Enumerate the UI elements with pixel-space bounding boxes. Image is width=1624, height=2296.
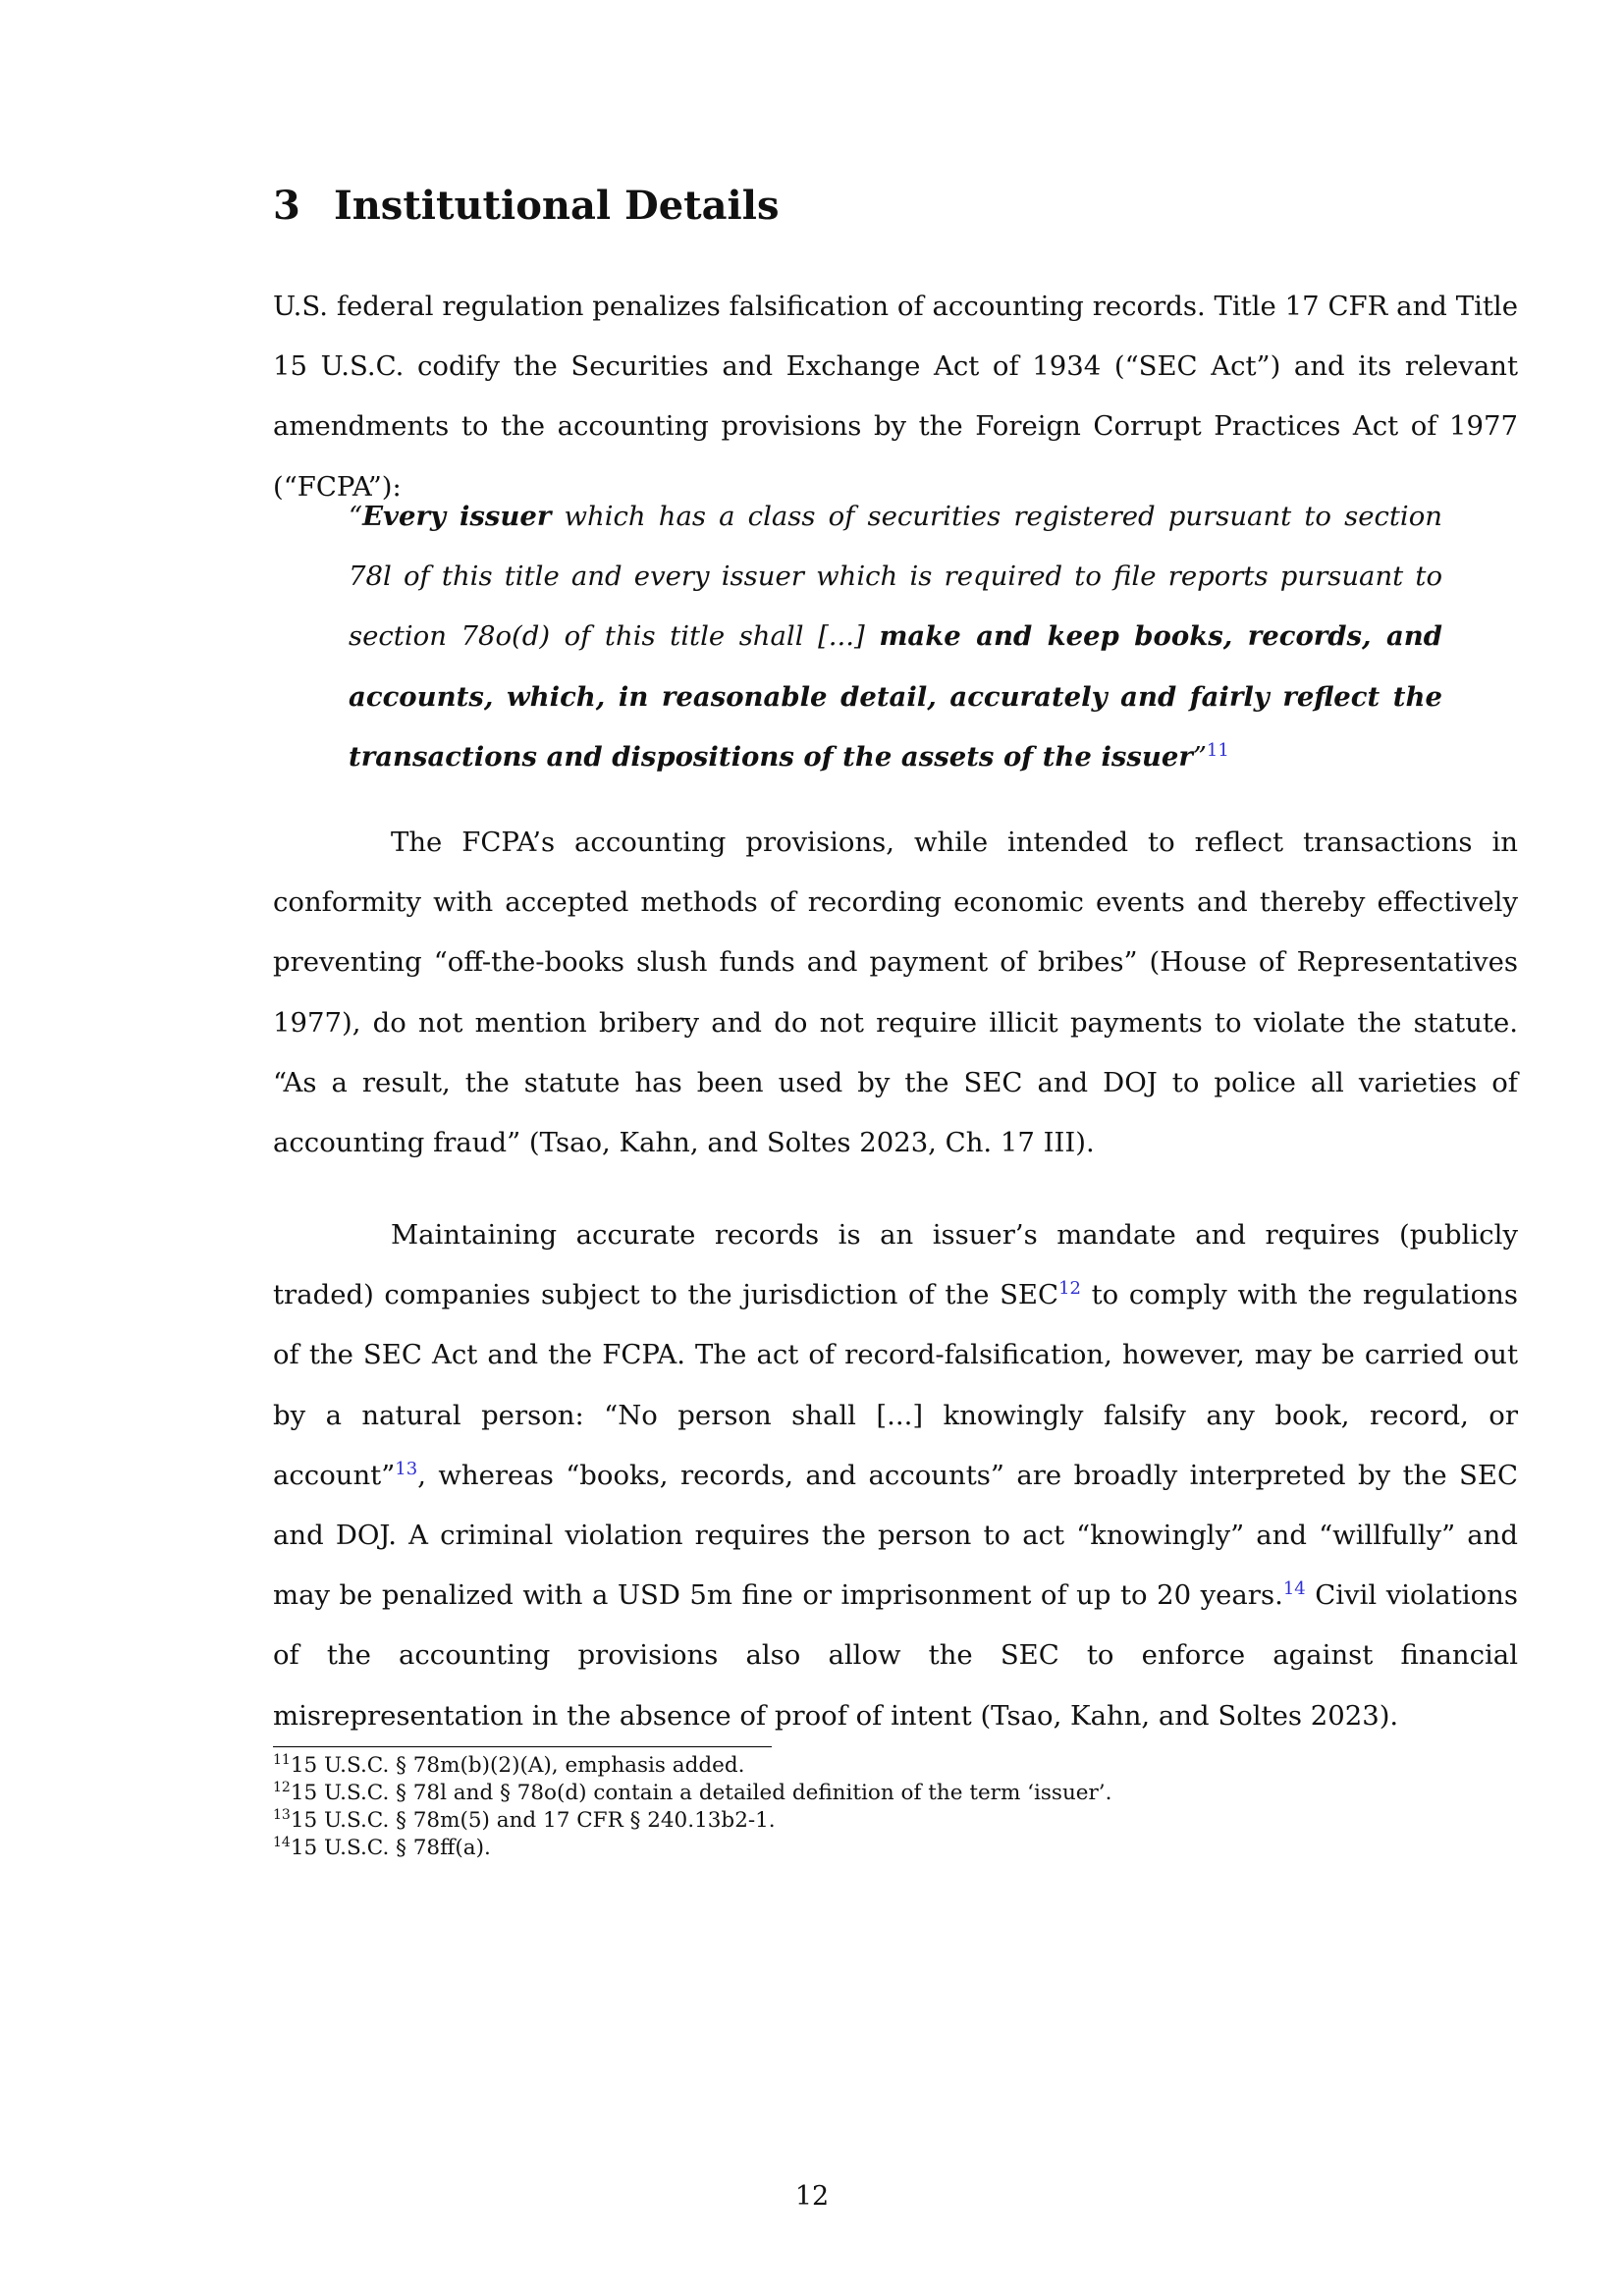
records-text-2: to comply with the regulations of the SEC Act and the FCPA. The act of record-falsification, however, may be carried out by a natural person: “No person shall [...] knowingly falsify any book, record, or account” — [273, 1279, 1518, 1491]
footnotes-list — [273, 1752, 1518, 1862]
footnote-divider — [273, 1746, 772, 1747]
statute-quote — [349, 487, 1442, 787]
footnote-text: 15 U.S.C. § 78l and § 78o(d) contain a detailed definition of the term ‘issuer’. — [290, 1781, 1112, 1805]
footnote-ref-13[interactable]: 13 — [395, 1458, 418, 1479]
footnote-number: 11 — [273, 1751, 291, 1768]
records-text-4: Civil violations of the accounting provisions also allow the SEC to enforce against financial misrepresentation in the absence of proof of intent (Tsao, Kahn, and Soltes 2023). — [273, 1579, 1518, 1732]
footnote-item — [273, 1807, 1518, 1835]
section-title: Institutional Details — [334, 183, 780, 229]
footnote-ref-12[interactable]: 12 — [1058, 1278, 1081, 1300]
footnote-number: 13 — [273, 1806, 291, 1823]
intro-paragraph: U.S. federal regulation penalizes falsification of accounting records. Title 17 CFR and Title 15 U.S.C. codify the Securities and Exchange Act of 1934 (“SEC Act”) and its relevant amendments to the accounting provisions by the Foreign Corrupt Practices Act of 1977 (“FCPA”): — [273, 291, 1518, 503]
footnote-number: 12 — [273, 1779, 291, 1795]
records-paragraph — [273, 1205, 1518, 1746]
footnote-item — [273, 1752, 1518, 1780]
footnote-item — [273, 1835, 1518, 1862]
section-number: 3 — [273, 183, 300, 229]
footnote-ref-14[interactable]: 14 — [1282, 1578, 1306, 1600]
footnote-item — [273, 1780, 1518, 1807]
records-text-3: , whereas “books, records, and accounts” are broadly interpreted by the SEC and DOJ. A criminal violation requires the person to act “knowingly” and “willfully” and may be penalized with a USD 5m fine or imprisonment of up to 20 years. — [273, 1459, 1518, 1612]
footnote-text: 15 U.S.C. § 78m(b)(2)(A), emphasis added. — [290, 1753, 745, 1778]
section-heading — [273, 183, 779, 229]
quote-bold-every-issuer: Every issuer — [362, 501, 552, 532]
footnote-ref-11[interactable]: 11 — [1206, 739, 1229, 761]
fcpa-paragraph: The FCPA’s accounting provisions, while intended to reflect transactions in conformity with accepted methods of recording economic events and thereby effectively preventing “off-the-books slush funds and payment of bribes” (House of Representatives 1977), do not mention bribery and do not require illicit payments to violate the statute. “As a result, the statute has been used by the SEC and DOJ to police all varieties of accounting fraud” (Tsao, Kahn, and Soltes 2023, Ch. 17 III). — [273, 827, 1518, 1159]
footnote-text: 15 U.S.C. § 78ff(a). — [290, 1836, 491, 1860]
quote-italic-text: which has a class of securities registered pursuant to section 78l of this title and every issuer which is required to file reports pursuant to section 78o(d) of this title shall [...] — [349, 501, 1442, 653]
footnote-number: 14 — [273, 1834, 291, 1850]
page-number: 12 — [794, 2181, 830, 2212]
quote-close: ” — [1192, 740, 1207, 773]
quote-open: “ — [349, 501, 363, 532]
footnote-text: 15 U.S.C. § 78m(5) and 17 CFR § 240.13b2-1. — [290, 1808, 776, 1833]
quote-bold-books-records: make and keep books, records, and accounts, which, in reasonable detail, accurately and fairly reflect the transactions and dispositions of the assets of the issuer — [349, 620, 1442, 773]
records-text-1: Maintaining accurate records is an issuer’s mandate and requires (publicly traded) companies subject to the jurisdiction of the SEC — [273, 1219, 1518, 1311]
